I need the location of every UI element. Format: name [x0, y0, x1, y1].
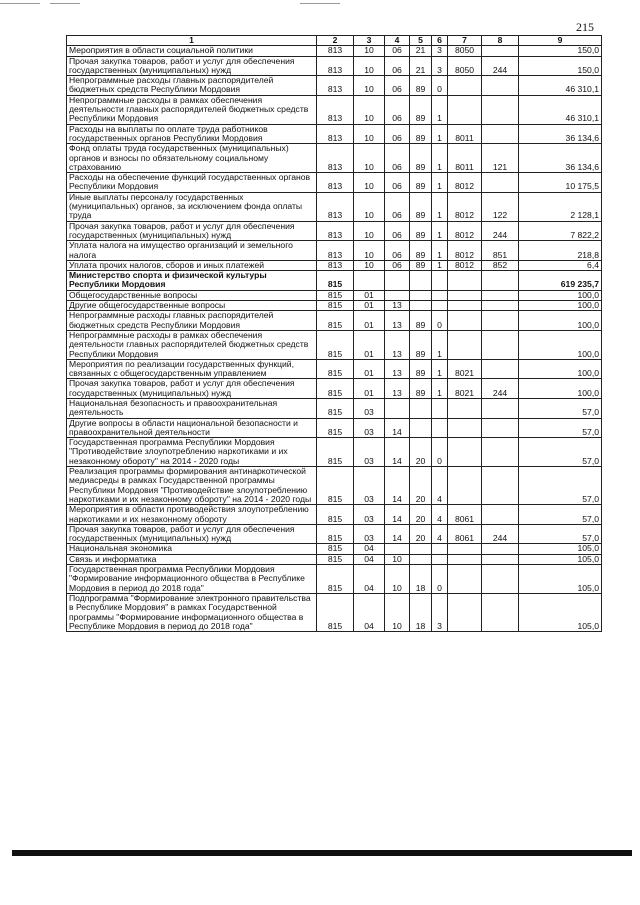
- row-code-cell: [354, 271, 385, 291]
- row-amount-cell: 100,0: [519, 330, 602, 359]
- row-name-cell: Мероприятия в области социальной политики: [67, 46, 317, 56]
- header-cell: 4: [385, 36, 410, 46]
- row-code-cell: 244: [482, 379, 519, 399]
- row-code-cell: 813: [317, 221, 354, 241]
- row-code-cell: [448, 467, 482, 505]
- row-code-cell: [482, 554, 519, 564]
- row-code-cell: 815: [317, 544, 354, 554]
- row-code-cell: 244: [482, 221, 519, 241]
- row-code-cell: 0: [432, 76, 448, 96]
- row-code-cell: 06: [385, 241, 410, 261]
- row-code-cell: 4: [432, 524, 448, 544]
- row-name-cell: Министерство спорта и физической культуры Республики Мордовия: [67, 271, 317, 291]
- row-code-cell: [482, 418, 519, 438]
- row-name-cell: Национальная экономика: [67, 544, 317, 554]
- row-code-cell: 813: [317, 144, 354, 173]
- row-code-cell: 14: [385, 467, 410, 505]
- row-name-cell: Иные выплаты персоналу государственных (муниципальных) органов, за исключением фонда оплаты труда: [67, 192, 317, 221]
- row-code-cell: [448, 544, 482, 554]
- table-row: [67, 290, 602, 300]
- row-name-cell: Прочая закупка товаров, работ и услуг для обеспечения государственных (муниципальных) нужд: [67, 221, 317, 241]
- table-row: [67, 438, 602, 467]
- row-code-cell: 8061: [448, 524, 482, 544]
- row-code-cell: [448, 301, 482, 311]
- row-code-cell: 20: [410, 524, 432, 544]
- row-name-cell: Непрограммные расходы в рамках обеспечения деятельности главных распорядителей бюджетных средств Республики Мордовия: [67, 95, 317, 124]
- row-code-cell: 852: [482, 260, 519, 270]
- row-code-cell: 18: [410, 565, 432, 594]
- row-code-cell: 815: [317, 554, 354, 564]
- row-code-cell: [432, 301, 448, 311]
- row-code-cell: [448, 438, 482, 467]
- row-amount-cell: 105,0: [519, 544, 602, 554]
- row-code-cell: 21: [410, 56, 432, 76]
- row-code-cell: 01: [354, 301, 385, 311]
- row-code-cell: [482, 544, 519, 554]
- row-code-cell: [432, 418, 448, 438]
- row-amount-cell: 46 310,1: [519, 95, 602, 124]
- row-code-cell: 10: [385, 554, 410, 564]
- table-row: [67, 173, 602, 193]
- row-code-cell: 813: [317, 173, 354, 193]
- row-name-cell: Мероприятия по реализации государственных функций, связанных с общегосударственным управлением: [67, 359, 317, 379]
- row-code-cell: [410, 544, 432, 554]
- row-code-cell: 815: [317, 565, 354, 594]
- row-code-cell: 1: [432, 192, 448, 221]
- row-code-cell: [410, 554, 432, 564]
- row-name-cell: Государственная программа Республики Мордовия "Формирование информационного общества в Республике Мордовия в период до 2018 года": [67, 565, 317, 594]
- row-code-cell: 06: [385, 192, 410, 221]
- scan-top-edge: [0, 0, 640, 6]
- row-code-cell: 815: [317, 398, 354, 418]
- row-code-cell: 815: [317, 505, 354, 525]
- row-code-cell: 13: [385, 301, 410, 311]
- row-code-cell: 815: [317, 593, 354, 631]
- row-code-cell: 815: [317, 467, 354, 505]
- row-code-cell: [385, 271, 410, 291]
- header-cell: 6: [432, 36, 448, 46]
- row-code-cell: 813: [317, 241, 354, 261]
- row-code-cell: 8012: [448, 221, 482, 241]
- row-code-cell: [410, 398, 432, 418]
- row-code-cell: 0: [432, 565, 448, 594]
- row-code-cell: [482, 593, 519, 631]
- row-amount-cell: 10 175,5: [519, 173, 602, 193]
- row-code-cell: 89: [410, 95, 432, 124]
- row-code-cell: 815: [317, 271, 354, 291]
- row-amount-cell: 100,0: [519, 379, 602, 399]
- row-code-cell: 1: [432, 144, 448, 173]
- row-code-cell: 1: [432, 173, 448, 193]
- row-code-cell: 03: [354, 524, 385, 544]
- row-code-cell: 01: [354, 290, 385, 300]
- row-code-cell: 89: [410, 192, 432, 221]
- row-code-cell: 1: [432, 241, 448, 261]
- row-code-cell: 89: [410, 359, 432, 379]
- row-name-cell: Фонд оплаты труда государственных (муниципальных) органов и взносы по обязательному социальному страхованию: [67, 144, 317, 173]
- row-code-cell: [448, 271, 482, 291]
- row-code-cell: [448, 95, 482, 124]
- row-code-cell: 06: [385, 144, 410, 173]
- row-amount-cell: 218,8: [519, 241, 602, 261]
- row-code-cell: [482, 330, 519, 359]
- row-code-cell: 121: [482, 144, 519, 173]
- row-code-cell: 04: [354, 554, 385, 564]
- row-code-cell: 813: [317, 260, 354, 270]
- row-code-cell: 815: [317, 301, 354, 311]
- row-amount-cell: 36 134,6: [519, 124, 602, 144]
- row-code-cell: 8012: [448, 173, 482, 193]
- row-code-cell: 0: [432, 438, 448, 467]
- row-amount-cell: 57,0: [519, 418, 602, 438]
- row-code-cell: [385, 398, 410, 418]
- row-code-cell: 06: [385, 56, 410, 76]
- row-code-cell: 89: [410, 379, 432, 399]
- table-row: [67, 46, 602, 56]
- row-name-cell: Прочая закупка товаров, работ и услуг для обеспечения государственных (муниципальных) нужд: [67, 379, 317, 399]
- row-code-cell: [482, 46, 519, 56]
- header-cell: 5: [410, 36, 432, 46]
- row-code-cell: 815: [317, 330, 354, 359]
- row-code-cell: 4: [432, 467, 448, 505]
- row-code-cell: 10: [385, 565, 410, 594]
- row-name-cell: Непрограммные расходы главных распорядителей бюджетных средств Республики Мордовия: [67, 76, 317, 96]
- row-code-cell: 89: [410, 76, 432, 96]
- row-name-cell: Прочая закупка товаров, работ и услуг для обеспечения государственных (муниципальных) нужд: [67, 56, 317, 76]
- row-code-cell: [385, 544, 410, 554]
- row-code-cell: 01: [354, 330, 385, 359]
- row-code-cell: 89: [410, 173, 432, 193]
- row-code-cell: 122: [482, 192, 519, 221]
- row-code-cell: [448, 418, 482, 438]
- row-name-cell: Расходы на обеспечение функций государственных органов Республики Мордовия: [67, 173, 317, 193]
- row-code-cell: 14: [385, 418, 410, 438]
- row-code-cell: 813: [317, 46, 354, 56]
- row-name-cell: Общегосударственные вопросы: [67, 290, 317, 300]
- row-code-cell: [432, 554, 448, 564]
- header-cell: 1: [67, 36, 317, 46]
- row-code-cell: 8012: [448, 241, 482, 261]
- row-code-cell: 06: [385, 221, 410, 241]
- row-code-cell: [482, 311, 519, 331]
- row-code-cell: 03: [354, 418, 385, 438]
- row-code-cell: 813: [317, 76, 354, 96]
- header-cell: 3: [354, 36, 385, 46]
- row-code-cell: 244: [482, 56, 519, 76]
- row-code-cell: 815: [317, 379, 354, 399]
- row-code-cell: 10: [354, 144, 385, 173]
- row-code-cell: 06: [385, 46, 410, 56]
- row-code-cell: 10: [354, 241, 385, 261]
- row-code-cell: 815: [317, 524, 354, 544]
- row-code-cell: 8011: [448, 124, 482, 144]
- table-row: [67, 593, 602, 631]
- header-cell: 2: [317, 36, 354, 46]
- row-code-cell: 06: [385, 124, 410, 144]
- row-code-cell: 813: [317, 56, 354, 76]
- row-code-cell: [448, 311, 482, 331]
- row-name-cell: Непрограммные расходы главных распорядителей бюджетных средств Республики Мордовия: [67, 311, 317, 331]
- table-row: [67, 144, 602, 173]
- row-code-cell: 815: [317, 311, 354, 331]
- row-name-cell: Национальная безопасность и правоохранительная деятельность: [67, 398, 317, 418]
- scan-bottom-bar: [12, 850, 632, 856]
- row-name-cell: Другие вопросы в области национальной безопасности и правоохранительной деятельности: [67, 418, 317, 438]
- row-code-cell: 0: [432, 311, 448, 331]
- row-code-cell: 10: [354, 192, 385, 221]
- row-amount-cell: 57,0: [519, 438, 602, 467]
- row-code-cell: 1: [432, 379, 448, 399]
- row-code-cell: 04: [354, 593, 385, 631]
- row-code-cell: [482, 505, 519, 525]
- row-code-cell: 13: [385, 359, 410, 379]
- row-code-cell: 21: [410, 46, 432, 56]
- row-code-cell: 14: [385, 524, 410, 544]
- row-code-cell: 03: [354, 505, 385, 525]
- row-amount-cell: 150,0: [519, 46, 602, 56]
- table-row: [67, 124, 602, 144]
- row-code-cell: [448, 565, 482, 594]
- row-code-cell: 89: [410, 260, 432, 270]
- table-header-row: [67, 36, 602, 46]
- row-code-cell: [448, 398, 482, 418]
- table-row: [67, 56, 602, 76]
- row-code-cell: [482, 359, 519, 379]
- row-name-cell: Расходы на выплаты по оплате труда работников государственных органов Республики Мордовия: [67, 124, 317, 144]
- row-code-cell: 10: [354, 76, 385, 96]
- row-code-cell: 813: [317, 95, 354, 124]
- row-code-cell: 4: [432, 505, 448, 525]
- row-code-cell: [432, 271, 448, 291]
- row-code-cell: 89: [410, 124, 432, 144]
- row-amount-cell: 2 128,1: [519, 192, 602, 221]
- row-amount-cell: 57,0: [519, 505, 602, 525]
- table-row: [67, 398, 602, 418]
- row-name-cell: Мероприятия в области противодействия злоупотреблению наркотиками и их незаконному обороту: [67, 505, 317, 525]
- row-name-cell: Уплата налога на имущество организаций и земельного налога: [67, 241, 317, 261]
- row-amount-cell: 100,0: [519, 301, 602, 311]
- row-code-cell: [432, 544, 448, 554]
- row-name-cell: Государственная программа Республики Мордовия "Противодействие злоупотреблению наркотиками и их незаконному обороту" на 2014 - 2020 годы: [67, 438, 317, 467]
- row-code-cell: 10: [354, 173, 385, 193]
- table-row: [67, 467, 602, 505]
- row-name-cell: Прочая закупка товаров, работ и услуг для обеспечения государственных (муниципальных) нужд: [67, 524, 317, 544]
- row-code-cell: 89: [410, 144, 432, 173]
- table-row: [67, 192, 602, 221]
- row-amount-cell: 57,0: [519, 467, 602, 505]
- row-code-cell: [410, 271, 432, 291]
- row-code-cell: 10: [354, 221, 385, 241]
- row-code-cell: [448, 330, 482, 359]
- row-code-cell: 815: [317, 418, 354, 438]
- row-amount-cell: 100,0: [519, 311, 602, 331]
- row-code-cell: 10: [385, 593, 410, 631]
- table-row: [67, 505, 602, 525]
- row-code-cell: [432, 398, 448, 418]
- table-row: [67, 271, 602, 291]
- row-amount-cell: 57,0: [519, 524, 602, 544]
- row-amount-cell: 100,0: [519, 290, 602, 300]
- table-row: [67, 76, 602, 96]
- row-code-cell: [410, 418, 432, 438]
- table-row: [67, 241, 602, 261]
- row-code-cell: [482, 438, 519, 467]
- row-code-cell: 1: [432, 330, 448, 359]
- table-row: [67, 95, 602, 124]
- row-code-cell: 03: [354, 467, 385, 505]
- row-name-cell: Связь и информатика: [67, 554, 317, 564]
- row-code-cell: 06: [385, 173, 410, 193]
- row-code-cell: 1: [432, 124, 448, 144]
- row-code-cell: 20: [410, 505, 432, 525]
- row-code-cell: 06: [385, 76, 410, 96]
- row-code-cell: 1: [432, 95, 448, 124]
- row-code-cell: 01: [354, 379, 385, 399]
- row-code-cell: 8050: [448, 56, 482, 76]
- table-row: [67, 544, 602, 554]
- row-code-cell: 14: [385, 505, 410, 525]
- row-code-cell: 10: [354, 56, 385, 76]
- table-row: [67, 301, 602, 311]
- row-code-cell: [482, 95, 519, 124]
- row-code-cell: 1: [432, 359, 448, 379]
- row-code-cell: 04: [354, 565, 385, 594]
- row-code-cell: 813: [317, 192, 354, 221]
- table-row: [67, 379, 602, 399]
- row-code-cell: 8021: [448, 359, 482, 379]
- row-amount-cell: 100,0: [519, 359, 602, 379]
- row-amount-cell: 6,4: [519, 260, 602, 270]
- row-code-cell: 04: [354, 544, 385, 554]
- row-code-cell: 10: [354, 95, 385, 124]
- row-code-cell: 1: [432, 221, 448, 241]
- row-code-cell: [482, 301, 519, 311]
- row-code-cell: [482, 467, 519, 505]
- row-code-cell: [482, 76, 519, 96]
- row-code-cell: [482, 124, 519, 144]
- row-name-cell: Уплата прочих налогов, сборов и иных платежей: [67, 260, 317, 270]
- row-code-cell: [410, 301, 432, 311]
- row-code-cell: [410, 290, 432, 300]
- table-row: [67, 359, 602, 379]
- row-code-cell: 3: [432, 46, 448, 56]
- table-row: [67, 311, 602, 331]
- table-row: [67, 418, 602, 438]
- row-code-cell: 01: [354, 311, 385, 331]
- row-code-cell: [482, 271, 519, 291]
- row-code-cell: 8061: [448, 505, 482, 525]
- row-code-cell: 815: [317, 359, 354, 379]
- table-row: [67, 565, 602, 594]
- row-code-cell: 03: [354, 438, 385, 467]
- row-code-cell: 10: [354, 124, 385, 144]
- row-name-cell: Непрограммные расходы в рамках обеспечения деятельности главных распорядителей бюджетных средств Республики Мордовия: [67, 330, 317, 359]
- row-amount-cell: 7 822,2: [519, 221, 602, 241]
- header-cell: 7: [448, 36, 482, 46]
- row-code-cell: [448, 290, 482, 300]
- row-amount-cell: 105,0: [519, 565, 602, 594]
- row-code-cell: [448, 76, 482, 96]
- header-cell: 9: [519, 36, 602, 46]
- row-code-cell: 13: [385, 330, 410, 359]
- row-code-cell: 06: [385, 95, 410, 124]
- row-code-cell: [482, 565, 519, 594]
- row-code-cell: 815: [317, 290, 354, 300]
- row-code-cell: 10: [354, 260, 385, 270]
- header-cell: 8: [482, 36, 519, 46]
- row-amount-cell: 57,0: [519, 398, 602, 418]
- row-code-cell: [432, 290, 448, 300]
- row-code-cell: 8011: [448, 144, 482, 173]
- row-code-cell: 10: [354, 46, 385, 56]
- row-name-cell: Реализация программы формирования антинаркотической медиасреды в рамках Государственной программы Республики Мордовия "Противодействие злоупотреблению наркотиками и их незаконному обороту" на 2014 - 2020 годы: [67, 467, 317, 505]
- row-code-cell: 3: [432, 593, 448, 631]
- row-amount-cell: 36 134,6: [519, 144, 602, 173]
- row-amount-cell: 150,0: [519, 56, 602, 76]
- row-code-cell: 89: [410, 241, 432, 261]
- row-code-cell: 13: [385, 311, 410, 331]
- table-row: [67, 524, 602, 544]
- row-code-cell: 03: [354, 398, 385, 418]
- row-code-cell: [385, 290, 410, 300]
- row-code-cell: 8012: [448, 192, 482, 221]
- row-code-cell: [482, 398, 519, 418]
- table-row: [67, 330, 602, 359]
- row-code-cell: 244: [482, 524, 519, 544]
- row-code-cell: 01: [354, 359, 385, 379]
- table-row: [67, 260, 602, 270]
- row-code-cell: 89: [410, 221, 432, 241]
- row-code-cell: 20: [410, 467, 432, 505]
- row-code-cell: 3: [432, 56, 448, 76]
- row-code-cell: 813: [317, 124, 354, 144]
- table-row: [67, 554, 602, 564]
- row-code-cell: 8012: [448, 260, 482, 270]
- row-amount-cell: 46 310,1: [519, 76, 602, 96]
- row-code-cell: 8050: [448, 46, 482, 56]
- row-code-cell: 815: [317, 438, 354, 467]
- row-code-cell: 06: [385, 260, 410, 270]
- page-number: 215: [576, 20, 594, 34]
- budget-table: [66, 35, 602, 632]
- row-name-cell: Подпрограмма "Формирование электронного правительства в Республике Мордовия" в рамках Государственной программы "Формирование информационного общества в Республике Мордовия в период до 2018 года": [67, 593, 317, 631]
- row-code-cell: 13: [385, 379, 410, 399]
- row-code-cell: 20: [410, 438, 432, 467]
- row-amount-cell: 105,0: [519, 554, 602, 564]
- row-code-cell: 18: [410, 593, 432, 631]
- row-code-cell: 89: [410, 311, 432, 331]
- row-code-cell: 14: [385, 438, 410, 467]
- row-code-cell: 851: [482, 241, 519, 261]
- row-code-cell: 8021: [448, 379, 482, 399]
- row-code-cell: [448, 593, 482, 631]
- row-amount-cell: 619 235,7: [519, 271, 602, 291]
- row-amount-cell: 105,0: [519, 593, 602, 631]
- row-code-cell: 89: [410, 330, 432, 359]
- row-code-cell: [448, 554, 482, 564]
- table-row: [67, 221, 602, 241]
- row-code-cell: 1: [432, 260, 448, 270]
- row-name-cell: Другие общегосударственные вопросы: [67, 301, 317, 311]
- row-code-cell: [482, 290, 519, 300]
- row-code-cell: [482, 173, 519, 193]
